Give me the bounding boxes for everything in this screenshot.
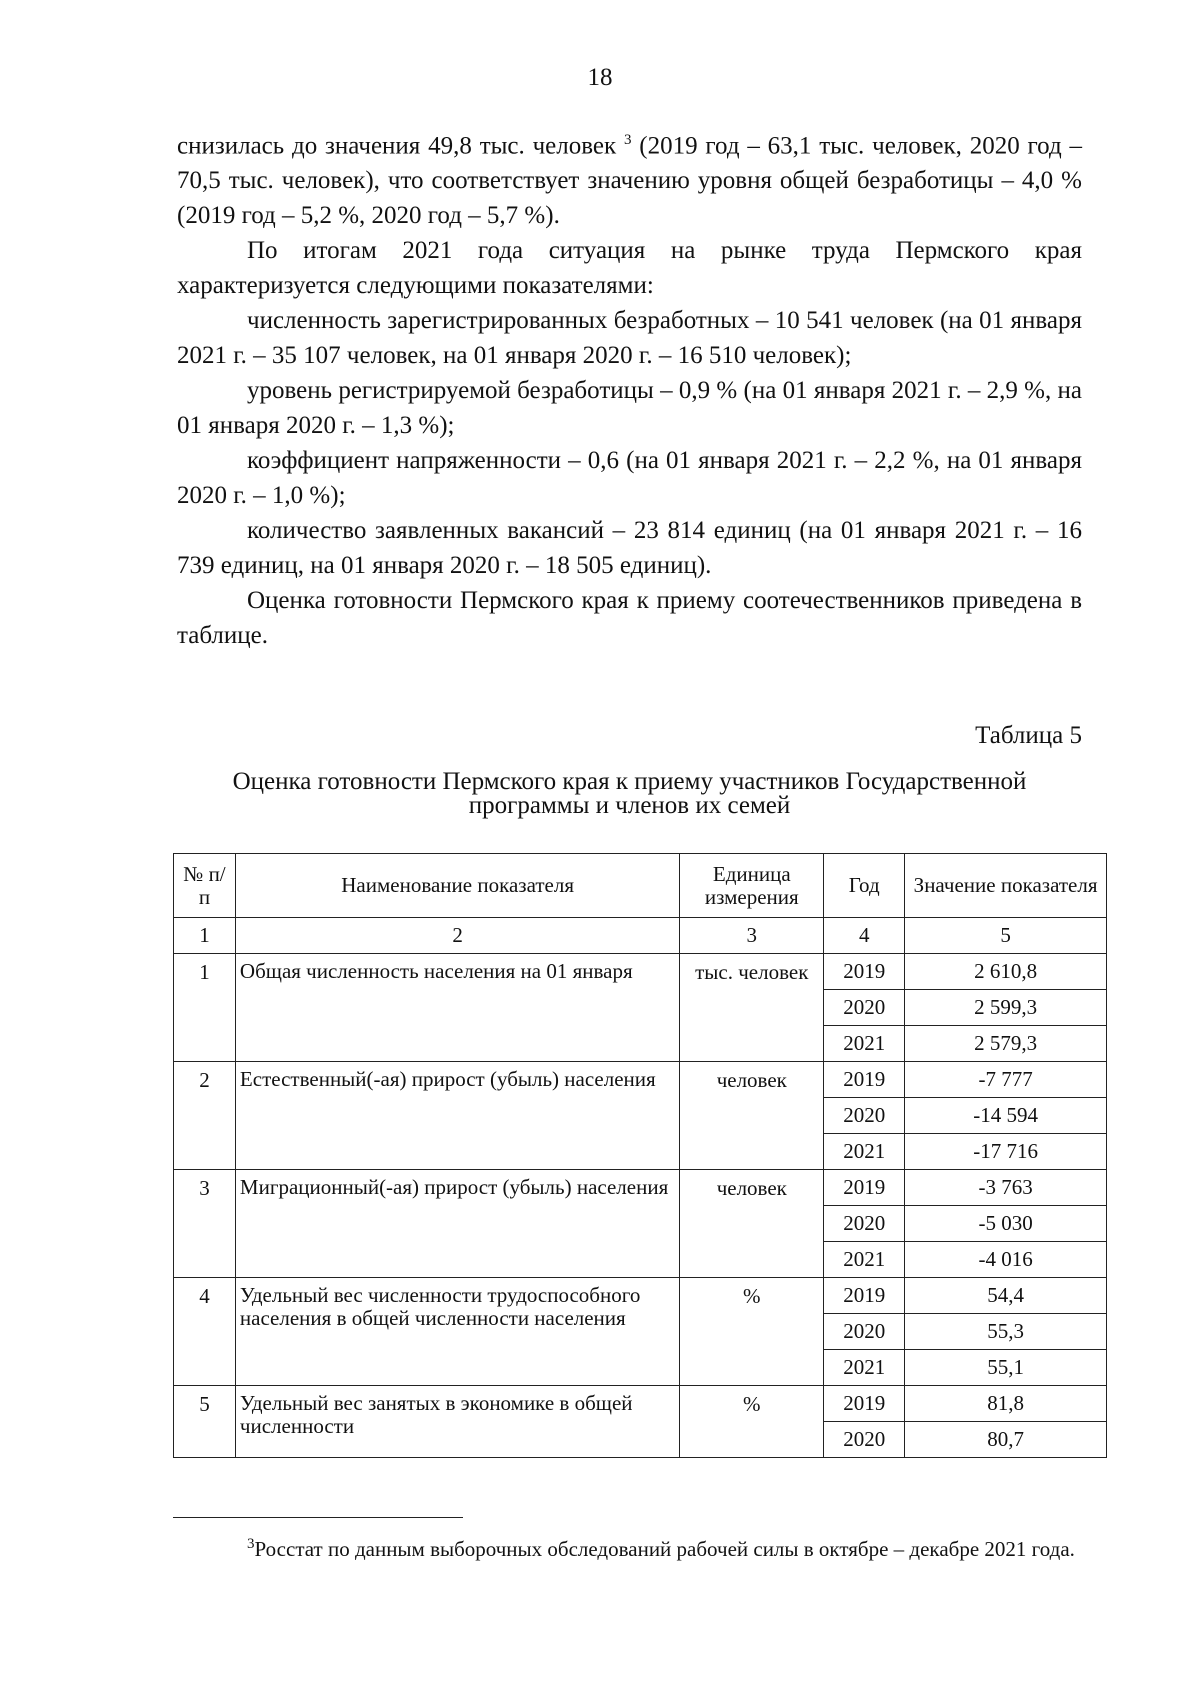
year: 2021 — [824, 1242, 905, 1278]
table-row — [174, 1062, 1107, 1098]
unit: человек — [680, 1062, 824, 1170]
year: 2019 — [824, 1062, 905, 1098]
paragraph-4: уровень регистрируемой безработицы – 0,9 % (на 01 января 2021 г. – 2,9 %, на 01 января 2020 г. – 1,3 %); — [177, 377, 1082, 440]
col-num: 1 — [174, 918, 236, 954]
table-row — [174, 1386, 1107, 1422]
year: 2020 — [824, 1206, 905, 1242]
paragraph-5: коэффициент напряженности – 0,6 (на 01 января 2021 г. – 2,2 %, на 01 января 2020 г. – 1,0 %); — [177, 447, 1082, 510]
value: -3 763 — [905, 1170, 1107, 1206]
year: 2019 — [824, 1278, 905, 1314]
value: 81,8 — [905, 1386, 1107, 1422]
table-row — [174, 954, 1107, 990]
footnote-mark: 3 — [247, 1536, 255, 1552]
value: -5 030 — [905, 1206, 1107, 1242]
footnote-divider — [173, 1517, 463, 1518]
footnote — [177, 1530, 1082, 1564]
year: 2020 — [824, 1314, 905, 1350]
header-name: Наименование показателя — [235, 854, 679, 918]
year: 2020 — [824, 1098, 905, 1134]
unit: человек — [680, 1170, 824, 1278]
header-year: Год — [824, 854, 905, 918]
row-number: 1 — [174, 954, 236, 1062]
footnote-text: Росстат по данным выборочных обследований рабочей силы в октябре – декабре 2021 года. — [254, 1537, 1075, 1561]
value: -17 716 — [905, 1134, 1107, 1170]
col-num: 5 — [905, 918, 1107, 954]
unit: тыс. человек — [680, 954, 824, 1062]
paragraph-6: количество заявленных вакансий – 23 814 единиц (на 01 января 2021 г. – 16 739 единиц, на 01 января 2020 г. – 18 505 единиц). — [177, 517, 1082, 580]
text: (2019 год – 63,1 тыс. человек, 2020 год – 70,5 тыс. человек), что соответствует значению уровня общей безработицы – 4,0 % (2019 год – 5,2 %, 2020 год – 5,7 %). — [177, 132, 1083, 230]
table-title: Оценка готовности Пермского края к приему участников Государственной программы и членов их семей — [232, 768, 1027, 819]
col-num: 2 — [235, 918, 679, 954]
value: 2 599,3 — [905, 990, 1107, 1026]
value: 2 610,8 — [905, 954, 1107, 990]
value: -7 777 — [905, 1062, 1107, 1098]
paragraph-1 — [177, 123, 1082, 233]
value: 54,4 — [905, 1278, 1107, 1314]
year: 2019 — [824, 1386, 905, 1422]
value: 80,7 — [905, 1422, 1107, 1458]
table-header-row — [174, 854, 1107, 918]
year: 2020 — [824, 1422, 905, 1458]
indicator-name: Миграционный(-ая) прирост (убыль) населения — [235, 1170, 679, 1278]
indicator-name: Общая численность населения на 01 января — [235, 954, 679, 1062]
indicator-name: Естественный(-ая) прирост (убыль) населения — [235, 1062, 679, 1170]
data-table — [173, 853, 1107, 1458]
year: 2021 — [824, 1134, 905, 1170]
row-number: 2 — [174, 1062, 236, 1170]
header-unit: Единица измерения — [680, 854, 824, 918]
header-no: № п/п — [174, 854, 236, 918]
table-label: Таблица 5 — [975, 722, 1082, 749]
col-num: 3 — [680, 918, 824, 954]
paragraph-2: По итогам 2021 года ситуация на рынке труда Пермского края характеризуется следующими показателями: — [177, 237, 1082, 300]
value: -4 016 — [905, 1242, 1107, 1278]
year: 2021 — [824, 1026, 905, 1062]
value: 55,3 — [905, 1314, 1107, 1350]
column-number-row — [174, 918, 1107, 954]
row-number: 4 — [174, 1278, 236, 1386]
col-num: 4 — [824, 918, 905, 954]
body-text — [177, 123, 1082, 653]
paragraph-3: численность зарегистрированных безработных – 10 541 человек (на 01 января 2021 г. – 35 107 человек, на 01 января 2020 г. – 16 510 человек); — [177, 307, 1082, 370]
value: -14 594 — [905, 1098, 1107, 1134]
footnote-ref[interactable]: 3 — [623, 132, 632, 148]
value: 2 579,3 — [905, 1026, 1107, 1062]
indicator-name: Удельный вес численности трудоспособного населения в общей численности населения — [235, 1278, 679, 1386]
row-number: 5 — [174, 1386, 236, 1458]
row-number: 3 — [174, 1170, 236, 1278]
value: 55,1 — [905, 1350, 1107, 1386]
indicator-name: Удельный вес занятых в экономике в общей численности — [235, 1386, 679, 1458]
unit: % — [680, 1386, 824, 1458]
text: снизилась до значения 49,8 тыс. человек — [177, 132, 617, 160]
year: 2019 — [824, 1170, 905, 1206]
unit: % — [680, 1278, 824, 1386]
page-number: 18 — [587, 64, 613, 91]
year: 2019 — [824, 954, 905, 990]
year: 2021 — [824, 1350, 905, 1386]
header-value: Значение показателя — [905, 854, 1107, 918]
year: 2020 — [824, 990, 905, 1026]
table-row — [174, 1170, 1107, 1206]
paragraph-7: Оценка готовности Пермского края к приему соотечественников приведена в таблице. — [177, 587, 1082, 650]
table-row — [174, 1278, 1107, 1314]
